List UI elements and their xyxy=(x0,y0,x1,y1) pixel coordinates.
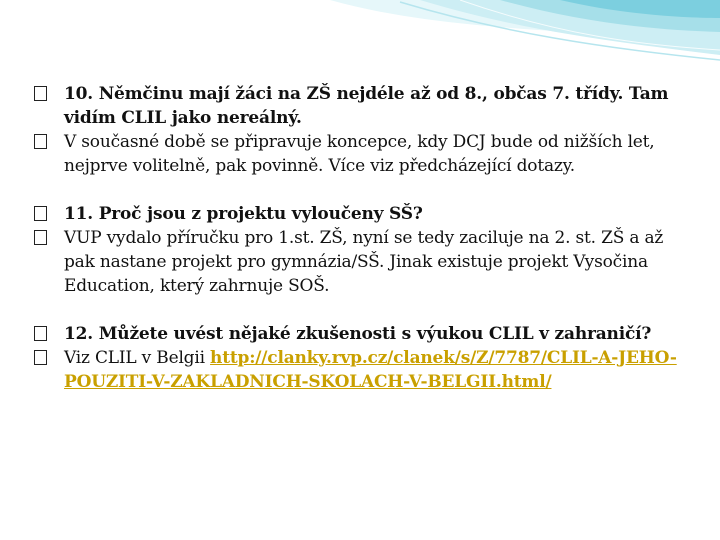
question-text: 12. Můžete uvést nějaké zkušenosti s výukou CLIL v zahraničí? xyxy=(64,324,652,344)
answer-11 xyxy=(34,226,694,298)
question-text: 11. Proč jsou z projektu vyloučeny SŠ? xyxy=(64,204,423,224)
bullet-icon xyxy=(34,134,47,149)
bullet-icon xyxy=(34,350,47,365)
bullet-icon xyxy=(34,230,47,245)
slide-content xyxy=(34,82,694,394)
question-12 xyxy=(34,322,694,346)
answer-text: VUP vydalo příručku pro 1.st. ZŠ, nyní se tedy zaciluje na 2. st. ZŠ a až pak nastane projekt pro gymnázia/SŠ. Jinak existuje projekt Vysočina Education, který zahrnuje SOŠ. xyxy=(64,228,664,296)
bullet-icon xyxy=(34,326,47,341)
question-11 xyxy=(34,202,694,226)
answer-text: Viz CLIL v Belgii xyxy=(64,348,211,368)
bullet-icon xyxy=(34,86,47,101)
answer-text: V současné době se připravuje koncepce, kdy DCJ bude od nižších let, nejprve volitelně, pak povinně. Více viz předcházející dotazy. xyxy=(64,132,655,176)
bullet-icon xyxy=(34,206,47,221)
answer-12 xyxy=(34,346,694,394)
question-text: 10. Němčinu mají žáci na ZŠ nejdéle až od 8., občas 7. třídy. Tam vidím CLIL jako nereálný. xyxy=(64,84,669,128)
answer-10 xyxy=(34,130,694,178)
question-10 xyxy=(34,82,694,130)
belgium-clil-link[interactable]: http://clanky.rvp.cz/clanek/s/Z/7787/CLIL-A-JEHO-POUZITI-V-ZAKLADNICH-SKOLACH-V-BELGII.html/ xyxy=(64,348,677,392)
